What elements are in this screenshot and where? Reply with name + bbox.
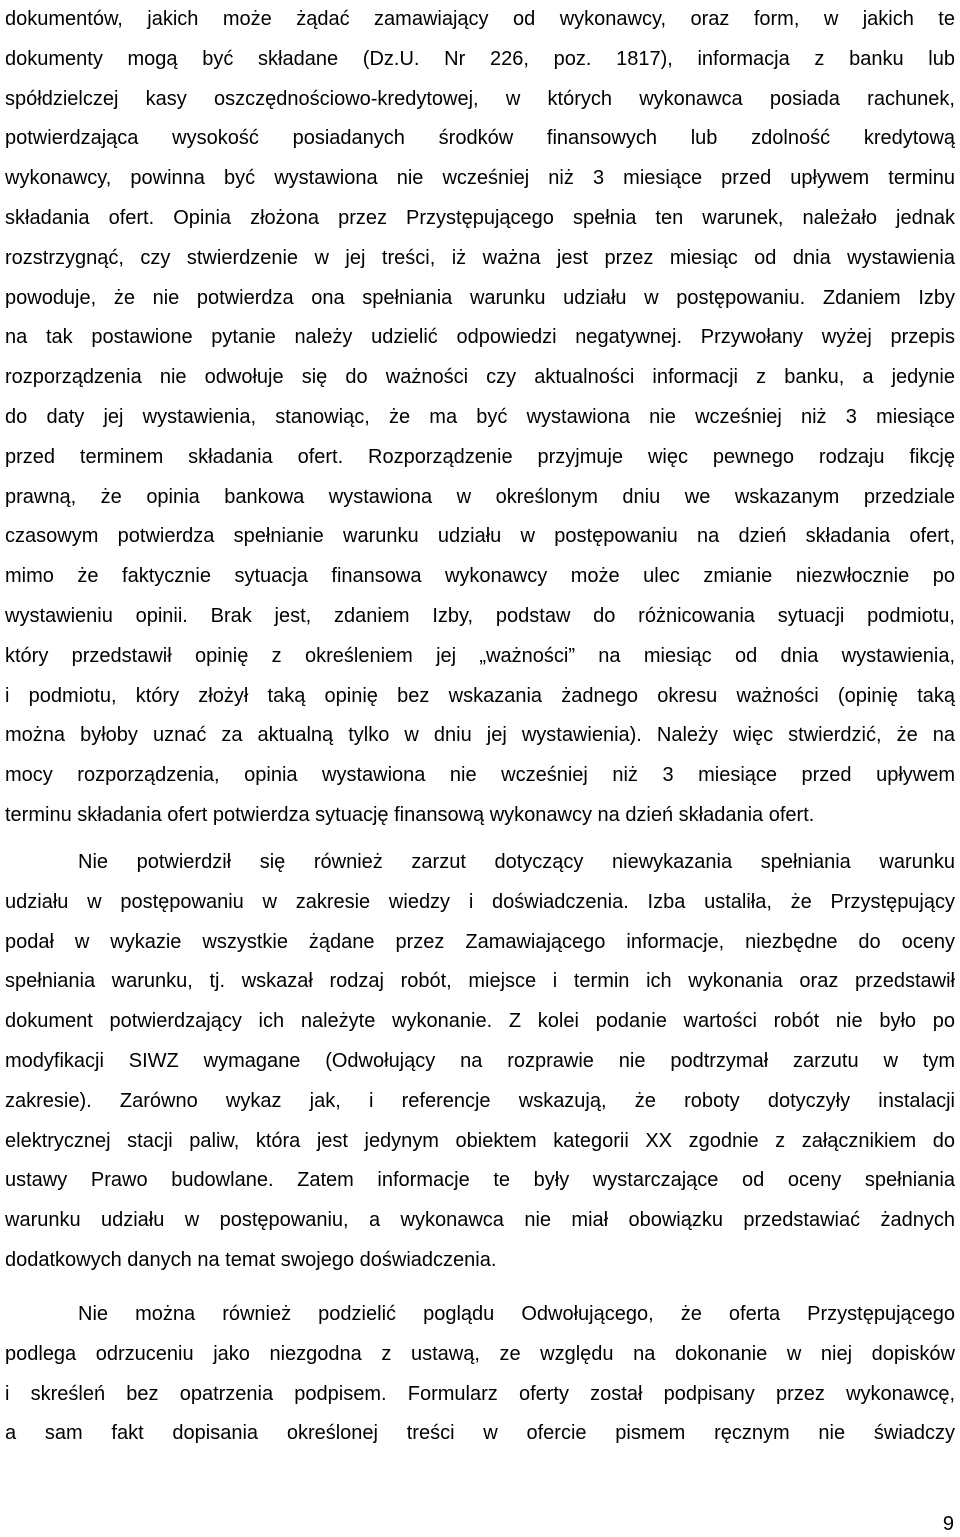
text-line: podał w wykazie wszystkie żądane przez Zamawiającego informacje, niezbędne do oceny (5, 930, 955, 953)
text-line: dokumentów, jakich może żądać zamawiający od wykonawcy, oraz form, w jakich te (5, 8, 955, 30)
text-line: prawną, że opinia bankowa wystawiona w określonym dniu we wskazanym przedziale (5, 485, 955, 508)
text-line: składania ofert. Opinia złożona przez Przystępującego spełnia ten warunek, należało jednak (5, 206, 955, 229)
text-line: Nie można również podzielić poglądu Odwołującego, że oferta Przystępującego (78, 1303, 955, 1325)
text-line: zakresie). Zarówno wykaz jak, i referencje wskazują, że roboty dotyczyły instalacji (5, 1089, 955, 1112)
page-number: 9 (942, 1513, 954, 1535)
text-line: wystawieniu opinii. Brak jest, zdaniem Izby, podstaw do różnicowania sytuacji podmiotu, (5, 604, 955, 627)
text-line: elektrycznej stacji paliw, która jest jedynym obiektem kategorii XX zgodnie z załącznikiem do (5, 1129, 955, 1152)
text-line: udziału w postępowaniu w zakresie wiedzy i doświadczenia. Izba ustaliła, że Przystępujący (5, 890, 955, 913)
text-line: potwierdzająca wysokość posiadanych środków finansowych lub zdolność kredytową (5, 127, 955, 150)
paragraph (5, 0, 955, 836)
text-line: Nie potwierdził się również zarzut dotyczący niewykazania spełniania warunku (78, 851, 955, 873)
text-line: warunku udziału w postępowaniu, a wykonawca nie miał obowiązku przedstawiać żadnych (5, 1209, 955, 1232)
text-line: mimo że faktycznie sytuacja finansowa wykonawcy może ulec zmianie niezwłocznie po (5, 565, 955, 588)
text-line: można byłoby uznać za aktualną tylko w dniu jej wystawienia). Należy więc stwierdzić, że na (5, 724, 955, 747)
text-line: dokument potwierdzający ich należyte wykonanie. Z kolei podanie wartości robót nie było po (5, 1010, 955, 1033)
text-line: mocy rozporządzenia, opinia wystawiona nie wcześniej niż 3 miesiące przed upływem (5, 764, 955, 787)
text-line: spełniania warunku, tj. wskazał rodzaj robót, miejsce i termin ich wykonania oraz przedstawił (5, 970, 955, 993)
text-line: przed terminem składania ofert. Rozporządzenie przyjmuje więc pewnego rodzaju fikcję (5, 445, 955, 468)
text-line: terminu składania ofert potwierdza sytuację finansową wykonawcy na dzień składania ofert. (5, 803, 815, 826)
text-line: ustawy Prawo budowlane. Zatem informacje te były wystarczające od oceny spełniania (5, 1169, 955, 1192)
text-line: modyfikacji SIWZ wymagane (Odwołujący na rozprawie nie podtrzymał zarzutu w tym (5, 1049, 955, 1072)
text-line: na tak postawione pytanie należy udzielić odpowiedzi negatywnej. Przywołany wyżej przepis (5, 326, 955, 349)
text-line: rozporządzenia nie odwołuje się do ważności czy aktualności informacji z banku, a jedynie (5, 366, 955, 389)
paragraph (5, 1295, 955, 1454)
paragraph (5, 843, 955, 1281)
text-line: który przedstawił opinię z określeniem jej „ważności” na miesiąc od dnia wystawienia, (5, 644, 955, 667)
text-line: dodatkowych danych na temat swojego doświadczenia. (5, 1248, 497, 1271)
text-line: do daty jej wystawienia, stanowiąc, że ma być wystawiona nie wcześniej niż 3 miesiące (5, 405, 955, 428)
text-line: czasowym potwierdza spełnianie warunku udziału w postępowaniu na dzień składania ofert, (5, 525, 955, 548)
text-line: podlega odrzuceniu jako niezgodna z ustawą, ze względu na dokonanie w niej dopisków (5, 1342, 955, 1365)
text-line: a sam fakt dopisania określonej treści w ofercie pismem ręcznym nie świadczy (5, 1422, 955, 1445)
text-line: wykonawcy, powinna być wystawiona nie wcześniej niż 3 miesiące przed upływem terminu (5, 167, 955, 190)
text-line: dokumenty mogą być składane (Dz.U. Nr 226, poz. 1817), informacja z banku lub (5, 47, 955, 70)
text-line: i skreśleń bez opatrzenia podpisem. Formularz oferty został podpisany przez wykonawcę, (5, 1382, 955, 1405)
text-line: spółdzielczej kasy oszczędnościowo-kredytowej, w których wykonawca posiada rachunek, (5, 87, 955, 110)
text-line: rozstrzygnąć, czy stwierdzenie w jej treści, iż ważna jest przez miesiąc od dnia wystawienia (5, 246, 955, 269)
text-line: powoduje, że nie potwierdza ona spełniania warunku udziału w postępowaniu. Zdaniem Izby (5, 286, 955, 309)
text-line: i podmiotu, który złożył taką opinię bez wskazania żadnego okresu ważności (opinię taką (5, 684, 955, 707)
